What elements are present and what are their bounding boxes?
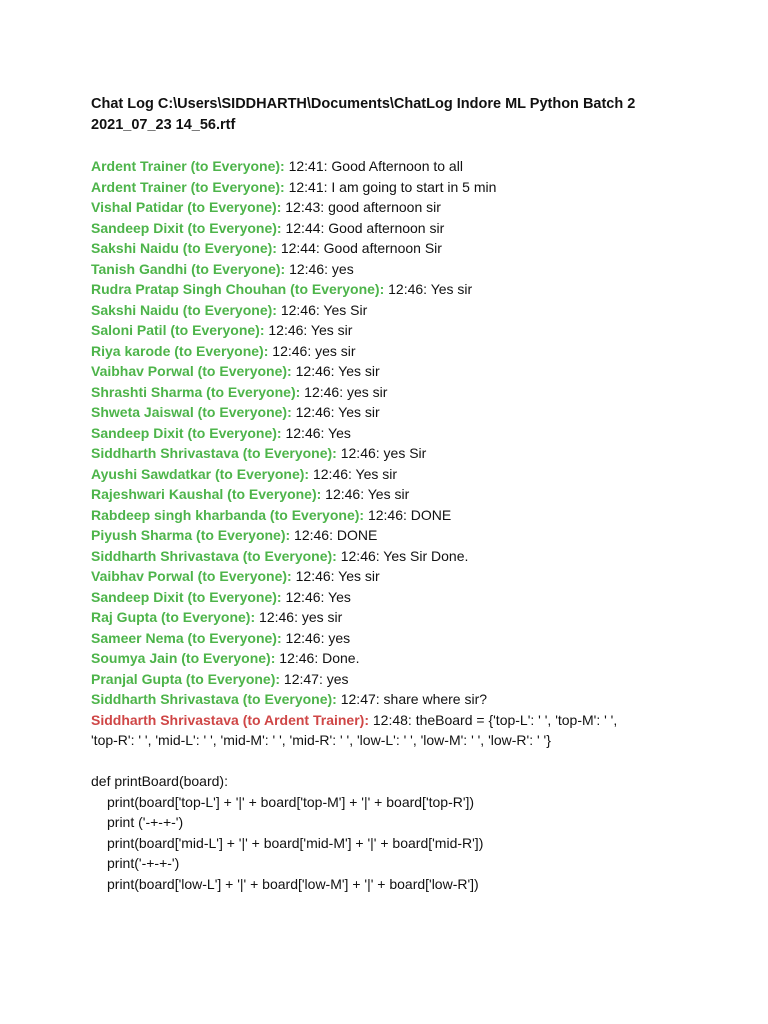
chat-message bbox=[91, 689, 741, 710]
message-sender: Sandeep Dixit (to Everyone): bbox=[91, 588, 282, 605]
code-line: print(board['mid-L'] + '|' + board['mid-M'] + '|' + board['mid-R']) bbox=[107, 834, 484, 851]
message-text: 12:46: yes Sir bbox=[336, 445, 427, 461]
chat-message bbox=[91, 197, 741, 218]
chat-message bbox=[91, 238, 741, 259]
private-message-text: 12:48: theBoard = {'top-L': ' ', 'top-M': ' ', bbox=[368, 711, 618, 728]
message-sender: Siddharth Shrivastava (to Everyone): bbox=[91, 547, 337, 564]
message-text: 12:46: yes bbox=[285, 260, 354, 277]
chat-message bbox=[91, 505, 741, 526]
chat-message bbox=[91, 484, 741, 505]
chat-message bbox=[91, 546, 741, 567]
message-text: 12:41: Good Afternoon to all bbox=[284, 158, 463, 174]
message-text: 12:46: Yes Sir Done. bbox=[336, 547, 469, 564]
message-text: 12:47: yes bbox=[280, 670, 349, 687]
message-sender: Sakshi Naidu (to Everyone): bbox=[91, 301, 277, 318]
chat-message bbox=[91, 566, 741, 587]
chat-message bbox=[91, 669, 741, 690]
message-text: 12:46: DONE bbox=[364, 506, 452, 523]
message-text: 12:46: Yes sir bbox=[291, 568, 380, 584]
message-text: 12:46: Yes bbox=[281, 588, 351, 605]
message-sender: Vaibhav Porwal (to Everyone): bbox=[91, 568, 292, 584]
message-sender: Rajeshwari Kaushal (to Everyone): bbox=[91, 486, 322, 502]
message-text: 12:44: Good afternoon sir bbox=[281, 219, 445, 236]
message-text: 12:46: DONE bbox=[290, 527, 378, 543]
chat-message bbox=[91, 177, 741, 198]
message-text: 12:41: I am going to start in 5 min bbox=[284, 178, 497, 195]
message-sender: Ardent Trainer (to Everyone): bbox=[91, 158, 285, 174]
message-text: 12:46: Yes sir bbox=[291, 404, 380, 420]
chat-message bbox=[91, 156, 741, 177]
message-sender: Shweta Jaiswal (to Everyone): bbox=[91, 404, 292, 420]
message-sender: Siddharth Shrivastava (to Everyone): bbox=[91, 691, 337, 707]
code-line: print(board['low-L'] + '|' + board['low-M'] + '|' + board['low-R']) bbox=[107, 875, 479, 892]
message-text: 12:46: Yes bbox=[281, 424, 351, 441]
code-body bbox=[91, 792, 741, 895]
message-text: 12:46: Yes Sir bbox=[276, 301, 368, 318]
chat-message bbox=[91, 525, 741, 546]
private-message-sender: Siddharth Shrivastava (to Ardent Trainer): bbox=[91, 711, 369, 728]
message-sender: Riya karode (to Everyone): bbox=[91, 342, 269, 359]
chat-message bbox=[91, 587, 741, 608]
message-text: 12:46: Done. bbox=[275, 650, 360, 666]
message-sender: Pranjal Gupta (to Everyone): bbox=[91, 670, 281, 687]
chat-message bbox=[91, 218, 741, 239]
message-sender: Shrashti Sharma (to Everyone): bbox=[91, 383, 301, 400]
message-text: 12:46: yes bbox=[281, 629, 351, 646]
message-text: 12:46: yes sir bbox=[255, 609, 343, 625]
message-sender: Siddharth Shrivastava (to Everyone): bbox=[91, 445, 337, 461]
code-line: print(board['top-L'] + '|' + board['top-M'] + '|' + board['top-R']) bbox=[107, 793, 475, 810]
chat-message bbox=[91, 402, 741, 423]
chat-message bbox=[91, 341, 741, 362]
message-sender: Ardent Trainer (to Everyone): bbox=[91, 178, 285, 195]
chat-message bbox=[91, 423, 741, 444]
message-sender: Sandeep Dixit (to Everyone): bbox=[91, 219, 282, 236]
title-path-line: Chat Log C:\Users\SIDDHARTH\Documents\ChatLog Indore ML Python Batch 2 bbox=[91, 96, 636, 112]
chat-message bbox=[91, 300, 741, 321]
chat-message bbox=[91, 279, 741, 300]
chat-message bbox=[91, 259, 741, 280]
message-sender: Saloni Patil (to Everyone): bbox=[91, 322, 265, 338]
message-sender: Piyush Sharma (to Everyone): bbox=[91, 527, 291, 543]
private-message-continuation: 'top-R': ' ', 'mid-L': ' ', 'mid-M': ' ', 'mid-R': ' ', 'low-L': ' ', 'low-M': ' ', 'low-R': ' '} bbox=[91, 732, 551, 748]
message-text: 12:46: Yes sir bbox=[384, 281, 473, 297]
message-text: 12:46: Yes sir bbox=[264, 322, 353, 338]
message-text: 12:44: Good afternoon Sir bbox=[276, 240, 442, 256]
message-list bbox=[91, 156, 741, 710]
message-sender: Sakshi Naidu (to Everyone): bbox=[91, 240, 277, 256]
message-sender: Ayushi Sawdatkar (to Everyone): bbox=[91, 465, 310, 482]
code-line: print('-+-+-') bbox=[107, 855, 180, 871]
message-text: 12:46: yes sir bbox=[300, 383, 388, 400]
chat-message bbox=[91, 361, 741, 382]
message-text: 12:46: Yes sir bbox=[291, 363, 380, 379]
message-text: 12:43: good afternoon sir bbox=[281, 199, 441, 215]
message-text: 12:46: Yes sir bbox=[321, 486, 410, 502]
code-line: print ('-+-+-') bbox=[107, 814, 184, 830]
chat-message bbox=[91, 443, 741, 464]
message-sender: Rabdeep singh kharbanda (to Everyone): bbox=[91, 506, 365, 523]
document-title bbox=[91, 94, 731, 135]
message-sender: Raj Gupta (to Everyone): bbox=[91, 609, 256, 625]
code-def-line: def printBoard(board): bbox=[91, 773, 228, 789]
chat-message bbox=[91, 464, 741, 485]
message-sender: Vaibhav Porwal (to Everyone): bbox=[91, 363, 292, 379]
message-text: 12:47: share where sir? bbox=[336, 691, 488, 707]
message-text: 12:46: Yes sir bbox=[309, 465, 398, 482]
message-sender: Rudra Pratap Singh Chouhan (to Everyone): bbox=[91, 281, 385, 297]
code-block bbox=[91, 771, 741, 894]
private-message bbox=[91, 710, 741, 731]
message-sender: Sameer Nema (to Everyone): bbox=[91, 629, 282, 646]
chat-message bbox=[91, 648, 741, 669]
message-sender: Sandeep Dixit (to Everyone): bbox=[91, 424, 282, 441]
message-sender: Vishal Patidar (to Everyone): bbox=[91, 199, 282, 215]
message-text: 12:46: yes sir bbox=[268, 342, 356, 359]
title-filename-line: 2021_07_23 14_56.rtf bbox=[91, 116, 236, 133]
chat-message bbox=[91, 320, 741, 341]
chat-message bbox=[91, 607, 741, 628]
chat-message bbox=[91, 628, 741, 649]
chat-log bbox=[91, 156, 741, 894]
message-sender: Tanish Gandhi (to Everyone): bbox=[91, 260, 286, 277]
chat-message bbox=[91, 382, 741, 403]
message-sender: Soumya Jain (to Everyone): bbox=[91, 650, 276, 666]
